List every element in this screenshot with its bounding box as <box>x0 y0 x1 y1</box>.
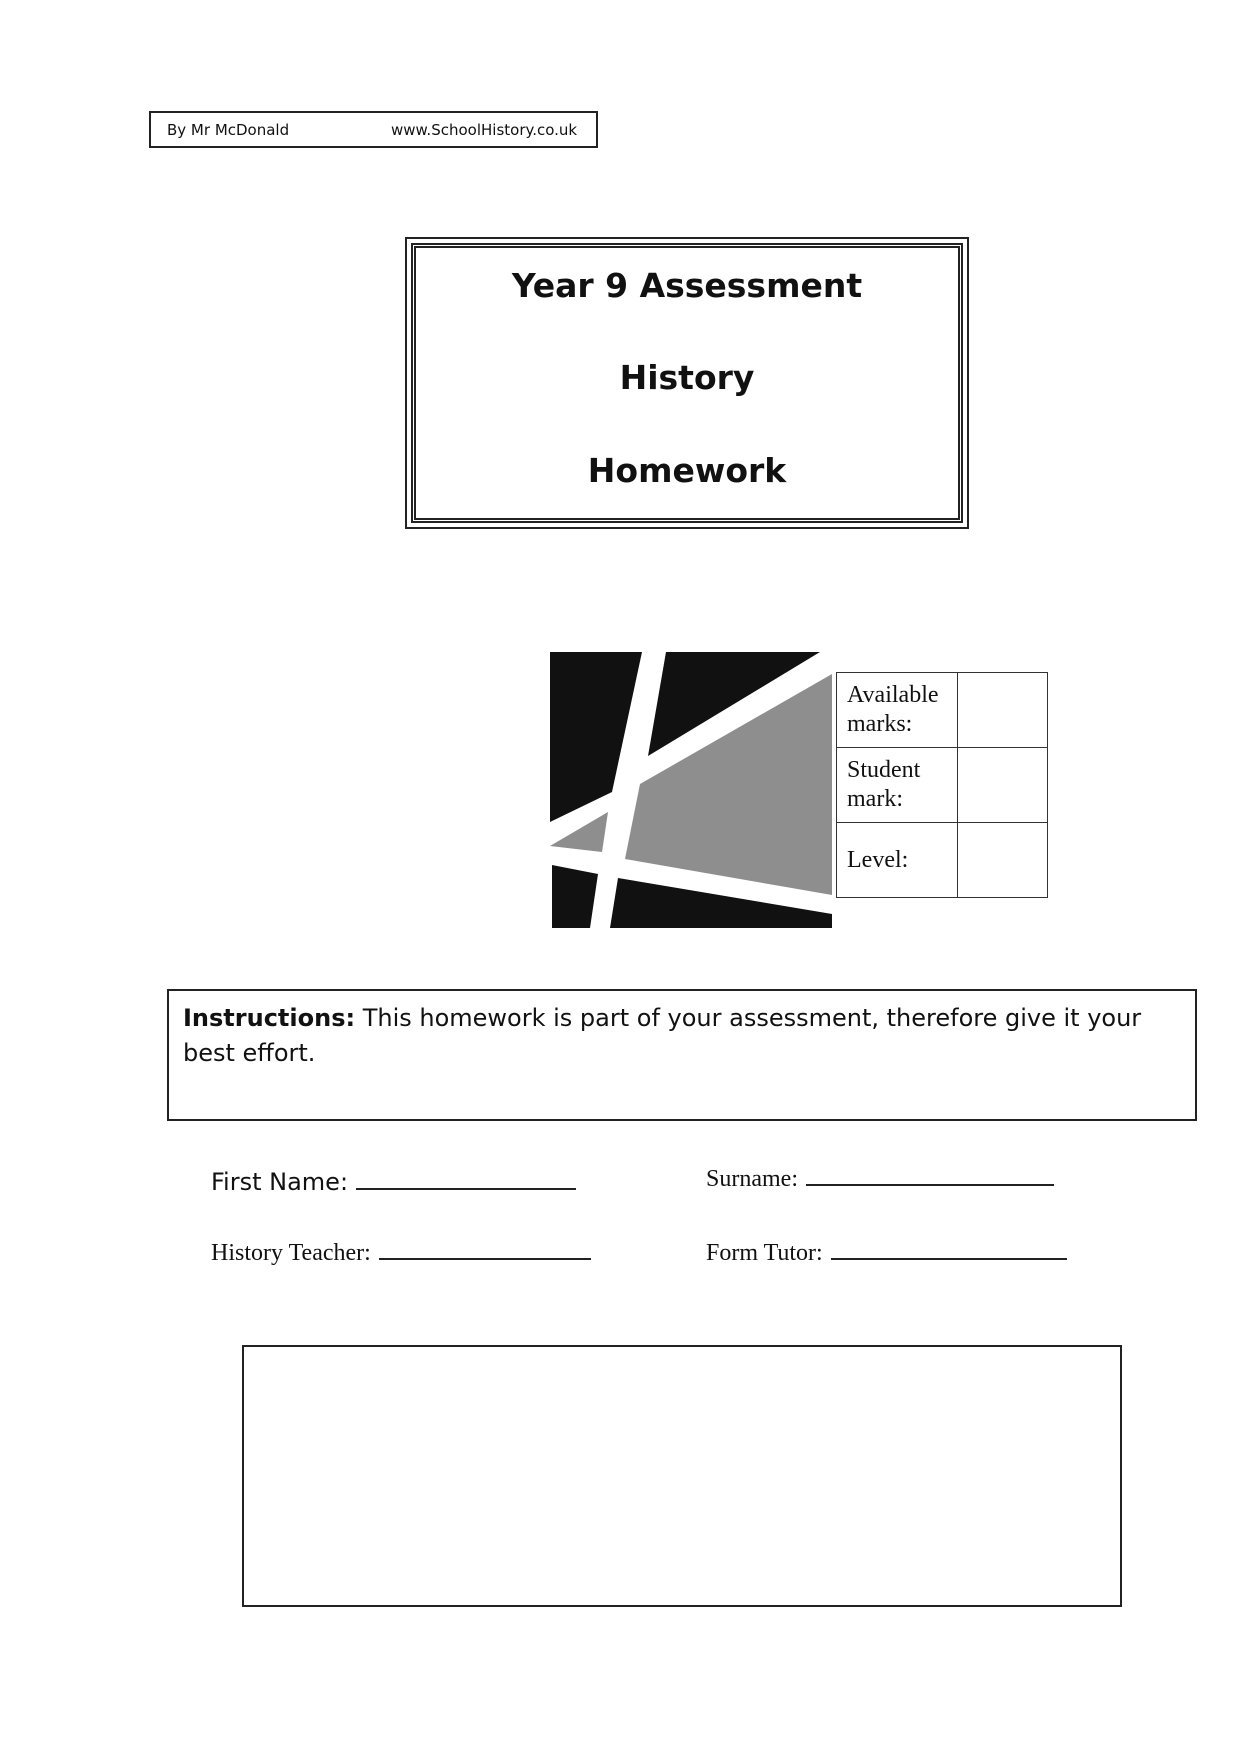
surname-field[interactable] <box>706 1166 1054 1193</box>
form-tutor-line[interactable] <box>831 1240 1067 1260</box>
form-tutor-label: Form Tutor: <box>706 1240 823 1266</box>
surname-label: Surname: <box>706 1166 798 1192</box>
title-inner-frame <box>411 243 963 523</box>
level-value <box>957 823 1047 898</box>
answer-box[interactable] <box>242 1345 1122 1607</box>
instructions-text: This homework is part of your assessment, therefore give it your best effort. <box>183 1004 1142 1067</box>
header-box <box>149 111 598 148</box>
available-marks-value <box>957 673 1047 748</box>
level-label: Level: <box>837 823 958 898</box>
student-mark-label: Student mark: <box>837 748 958 823</box>
marks-table <box>836 672 1048 898</box>
title-subject: History <box>619 358 755 397</box>
form-tutor-field[interactable] <box>706 1240 1067 1267</box>
history-teacher-field[interactable] <box>211 1240 591 1267</box>
website-url: www.SchoolHistory.co.uk <box>391 120 578 139</box>
title-assessment: Year 9 Assessment <box>511 266 863 305</box>
instructions-box <box>167 989 1197 1121</box>
logo-dark-bottom-left <box>552 865 598 928</box>
school-logo <box>550 652 832 928</box>
history-teacher-line[interactable] <box>379 1240 591 1260</box>
surname-line[interactable] <box>806 1166 1054 1186</box>
title-homework: Homework <box>587 451 787 490</box>
marks-row <box>837 823 1048 898</box>
first-name-field[interactable] <box>211 1168 576 1196</box>
available-marks-label: Available marks: <box>837 673 958 748</box>
marks-row <box>837 673 1048 748</box>
title-box <box>405 237 969 529</box>
history-teacher-label: History Teacher: <box>211 1240 371 1266</box>
marks-row <box>837 748 1048 823</box>
first-name-line[interactable] <box>356 1170 576 1190</box>
instructions-heading: Instructions: <box>183 1004 356 1032</box>
first-name-label: First Name: <box>211 1168 349 1196</box>
student-mark-value <box>957 748 1047 823</box>
author-text: By Mr McDonald <box>167 120 290 139</box>
